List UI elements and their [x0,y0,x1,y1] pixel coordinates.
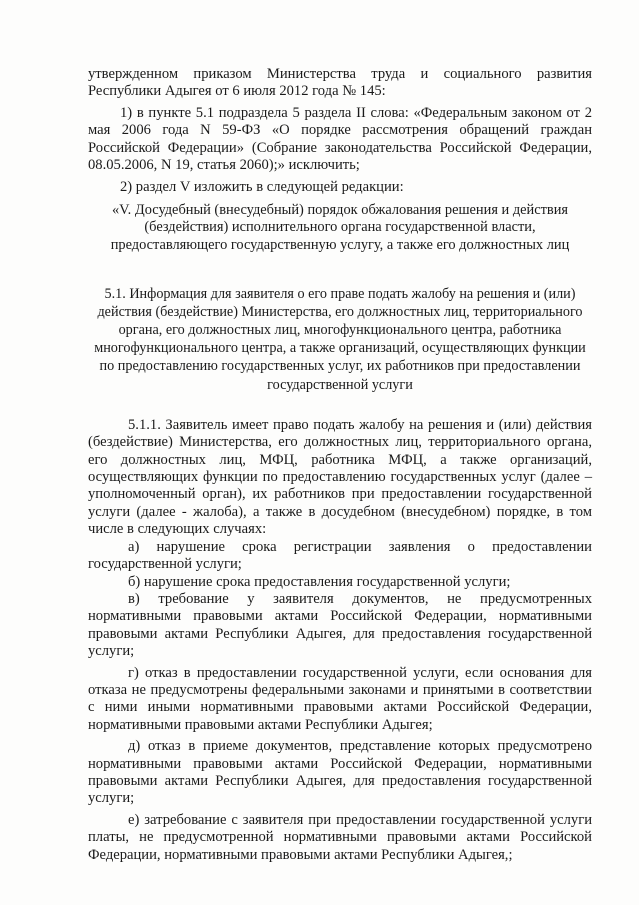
case-d: д) отказ в приеме документов, представление которых предусмотрено нормативными правовыми актами Российской Федерации, нормативными правовыми актами Республики Адыгея, для предоставления государственной услуги; [88,738,592,807]
case-g: г) отказ в предоставлении государственной услуги, если основания для отказа не предусмотрены федеральными законами и принятыми в соответствии с ними иными нормативными правовыми актами Российской Федерации, нормативными правовыми актами Республики Адыгея; [88,664,592,733]
document-body [88,66,592,864]
paragraph-5-1-1: 5.1.1. Заявитель имеет право подать жалобу на решения и (или) действия (бездействие) Министерства, его должностных лиц, территориального органа, его должностных лиц, МФЦ, работника МФЦ, а также организаций, осуществляющих функции по предоставлению государственных услуг (далее – уполномоченный орган), их работников при предоставлении государственной услуги (далее - жалоба), а также в досудебном (внесудебном) порядке, в том числе в следующих случаях: [88,416,592,538]
case-v: в) требование у заявителя документов, не предусмотренных нормативными правовыми актами Российской Федерации, нормативными правовыми актами Республики Адыгея, для предоставления государственной услуги; [88,590,592,660]
case-e: е) затребование с заявителя при предоставлении государственной услуги платы, не предусмотренной нормативными правовыми актами Российской Федерации, нормативными правовыми актами Республики Адыгея,; [88,811,592,863]
case-a: а) нарушение срока регистрации заявления о предоставлении государственной услуги; [88,538,592,573]
case-b: б) нарушение срока предоставления государственной услуги; [128,573,511,590]
amendment-item-2: 2) раздел V изложить в следующей редакции: [120,179,404,196]
subsection-title: 5.1. Информация для заявителя о его праве подать жалобу на решения и (или) действия (бездействие) Министерства, его должностных лиц, территориального органа, его должностных лиц, многофункционального центра, работника многофункционального центра, а также организаций, осуществляющих функции по предоставлению государственных услуг, их работников при предоставлении государственной услуги [94,285,586,393]
intro-paragraph: утвержденном приказом Министерства труда и социального развития Республики Адыгея от 6 июля 2012 года № 145: [88,66,592,100]
amendment-item-1: 1) в пункте 5.1 подраздела 5 раздела II слова: «Федеральным законом от 2 мая 2006 года N 59-ФЗ «О порядке рассмотрения обращений граждан Российской Федерации» (Собрание законодательства Российской Федерации, 08.05.2006, N 19, статья 2060);» исключить; [88,104,592,174]
section-title: «V. Досудебный (внесудебный) порядок обжалования решения и действия (бездействия) исполнительного органа государственной власти, предоставляющего государственную услугу, а также его должностных лиц [110,201,570,254]
